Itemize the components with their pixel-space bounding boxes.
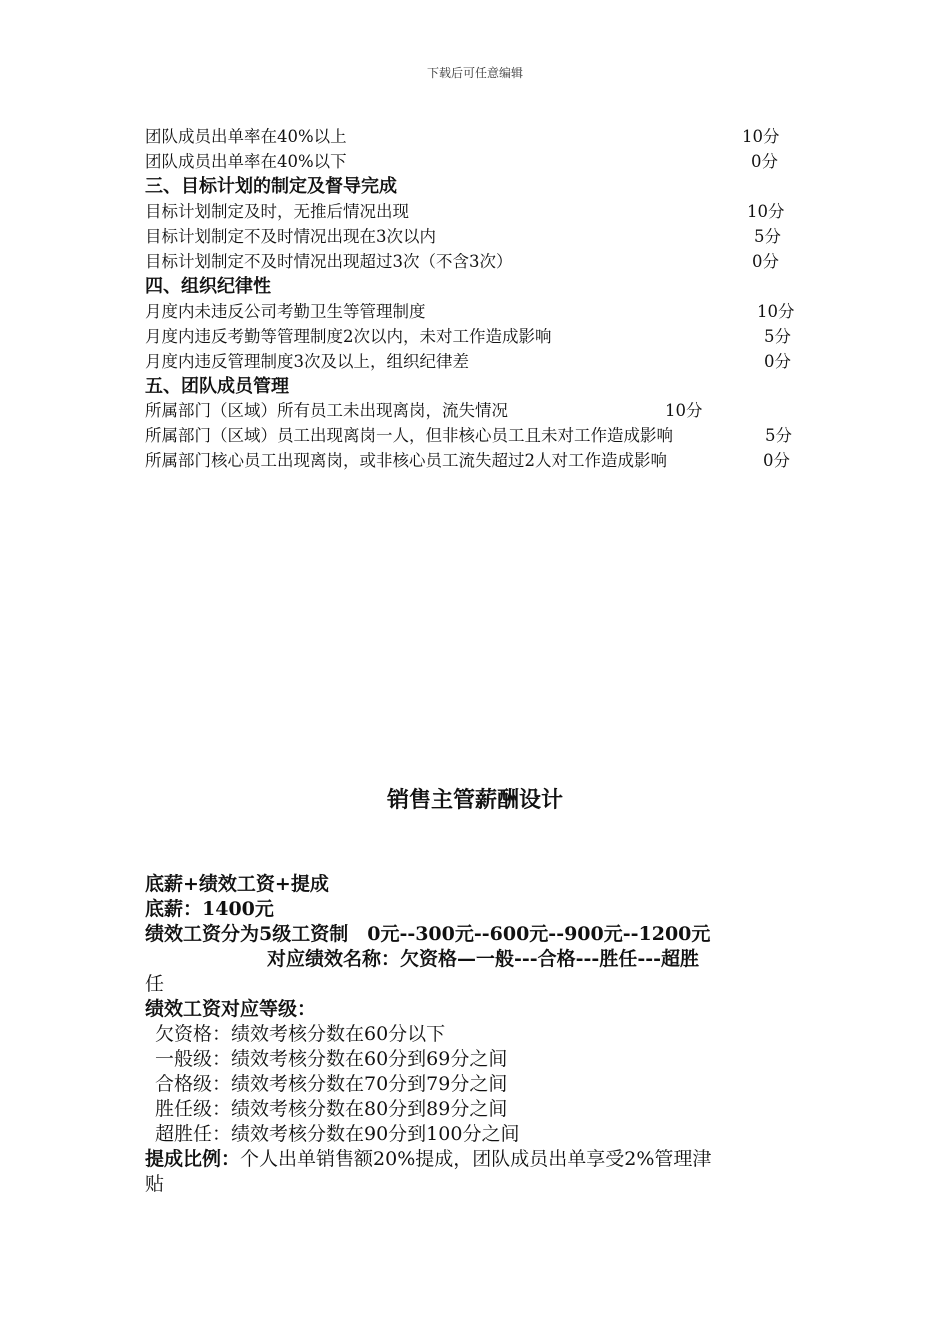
criteria-score: 5分 (765, 426, 792, 445)
base-salary: 底薪：1400元 (145, 898, 274, 920)
section-heading: 五、团队成员管理 (145, 376, 289, 397)
criteria-row (145, 249, 805, 274)
criteria-row (145, 324, 805, 349)
criteria-text: 月度内违反考勤等管理制度2次以内，未对工作造成影响 (145, 327, 552, 346)
levels-heading: 绩效工资对应等级： (145, 998, 317, 1020)
page-header-note: 下载后可任意编辑 (426, 66, 523, 80)
criteria-text: 目标计划制定不及时情况出现超过3次（不含3次） (145, 252, 513, 271)
salary-design-title: 销售主管薪酬设计 (386, 788, 563, 813)
criteria-text: 目标计划制定及时，无推后情况出现 (145, 202, 409, 221)
criteria-text: 团队成员出单率在40%以上 (145, 127, 347, 146)
criteria-score: 5分 (754, 227, 781, 246)
criteria-text: 所属部门核心员工出现离岗，或非核心员工流失超过2人对工作造成影响 (145, 451, 667, 470)
criteria-row (145, 299, 805, 324)
criteria-text: 所属部门（区域）员工出现离岗一人，但非核心员工且未对工作造成影响 (145, 426, 673, 445)
criteria-score: 5分 (764, 327, 791, 346)
criteria-score: 0分 (764, 352, 791, 371)
commission-line (145, 1147, 711, 1172)
performance-grades-line: 绩效工资分为5级工资制 0元--300元--600元--900元--1200元 (145, 923, 711, 945)
criteria-row (145, 398, 805, 423)
section-heading: 四、组织纪律性 (145, 276, 271, 297)
criteria-text: 所属部门（区域）所有员工未出现离岗，流失情况 (145, 401, 508, 420)
level-item: 胜任级：绩效考核分数在80分到89分之间 (155, 1098, 508, 1120)
level-item: 超胜任：绩效考核分数在90分到100分之间 (155, 1123, 520, 1145)
criteria-score: 0分 (763, 451, 790, 470)
criteria-row (145, 423, 805, 448)
criteria-score: 10分 (757, 302, 795, 321)
criteria-row (145, 349, 805, 374)
criteria-score: 10分 (747, 202, 785, 221)
criteria-score: 0分 (752, 252, 779, 271)
commission-label: 提成比例： (145, 1148, 241, 1170)
criteria-score: 0分 (751, 152, 778, 171)
performance-names-line: 对应绩效名称：欠资格—一般---合格---胜任---超胜 (267, 948, 699, 970)
level-item: 一般级：绩效考核分数在60分到69分之间 (155, 1048, 508, 1070)
criteria-text: 月度内违反管理制度3次及以上，组织纪律差 (145, 352, 469, 371)
criteria-row (145, 224, 805, 249)
level-item: 欠资格：绩效考核分数在60分以下 (155, 1023, 446, 1045)
criteria-score: 10分 (742, 127, 780, 146)
criteria-text: 团队成员出单率在40%以下 (145, 152, 347, 171)
salary-formula: 底薪+绩效工资+提成 (145, 873, 329, 895)
criteria-text: 目标计划制定不及时情况出现在3次以内 (145, 227, 436, 246)
performance-names-continuation: 任 (145, 973, 165, 995)
level-item: 合格级：绩效考核分数在70分到79分之间 (155, 1073, 508, 1095)
criteria-score: 10分 (665, 401, 703, 420)
criteria-row (145, 149, 805, 174)
criteria-row (145, 199, 805, 224)
section-heading: 三、目标计划的制定及督导完成 (145, 176, 397, 197)
commission-continuation: 贴 (145, 1173, 165, 1195)
criteria-text: 月度内未违反公司考勤卫生等管理制度 (145, 302, 426, 321)
commission-text: 个人出单销售额20%提成，团队成员出单享受2%管理津 (240, 1148, 712, 1170)
criteria-row (145, 448, 805, 473)
criteria-row (145, 124, 805, 149)
